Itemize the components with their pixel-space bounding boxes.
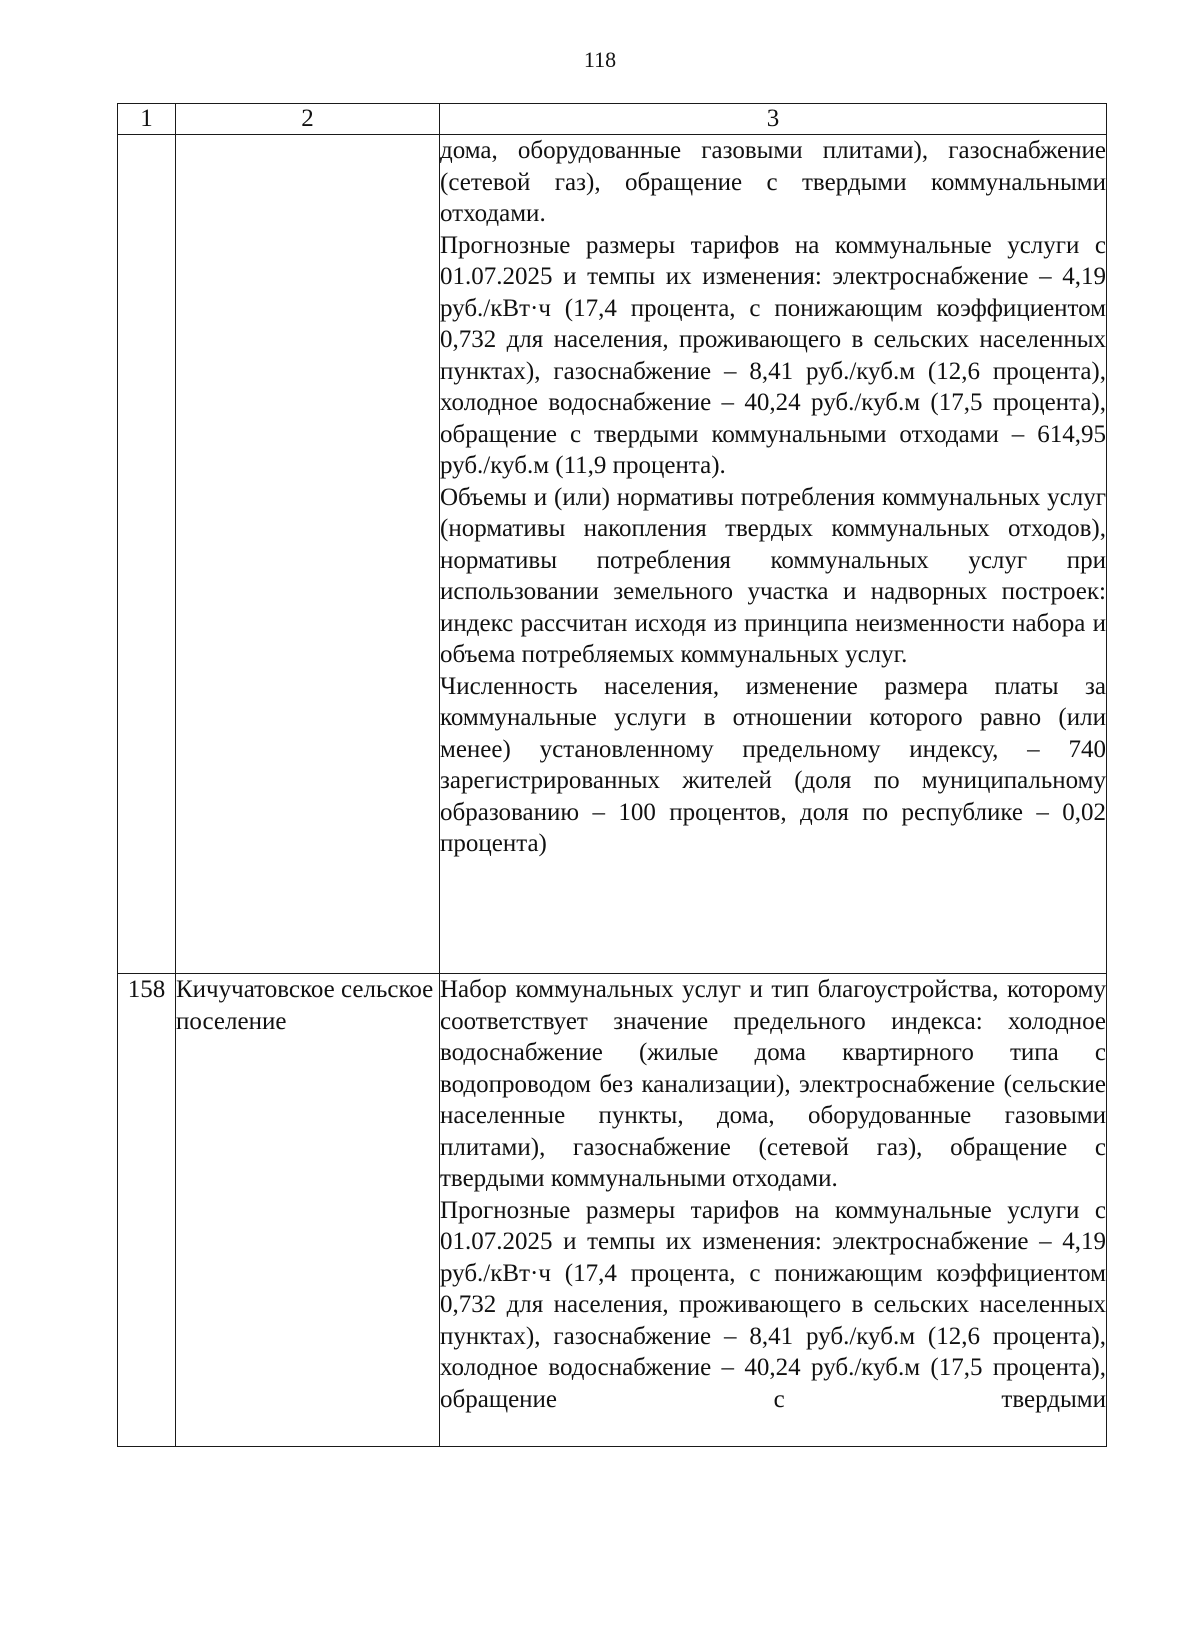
settlement-name-cell — [176, 135, 440, 974]
paragraph: Прогнозные размеры тарифов на коммунальные услуги с 01.07.2025 и темпы их изменения: электроснабжение – 4,19 руб./кВт·ч (17,4 процента, с понижающим коэффициентом 0,732 для населения, проживающего в сельских населенных пунктах), газоснабжение – 8,41 руб./куб.м (12,6 процента), холодное водоснабжение – 40,24 руб./куб.м (17,5 процента), обращение с твердыми — [440, 1196, 1106, 1413]
paragraph: Прогнозные размеры тарифов на коммунальные услуги с 01.07.2025 и темпы их изменения: электроснабжение – 4,19 руб./кВт·ч (17,4 процента, с понижающим коэффициентом 0,732 для населения, проживающего в сельских населенных пунктах), газоснабжение – 8,41 руб./куб.м (12,6 процента), холодное водоснабжение – 40,24 руб./куб.м (17,5 процента), обращение с твердыми коммунальными отходами – 614,95 руб./куб.м (11,9 процента). — [440, 231, 1106, 479]
page-number: 118 — [583, 47, 617, 72]
tariff-table — [117, 103, 1107, 1447]
table-header-row — [118, 104, 1107, 135]
table-row — [118, 974, 1107, 1447]
settlement-name-cell: Кичучатовское сельское поселение — [176, 974, 440, 1447]
header-col-2: 2 — [176, 104, 440, 135]
description-cell — [440, 135, 1107, 974]
description-cell — [440, 974, 1107, 1447]
paragraph: Объемы и (или) нормативы потребления коммунальных услуг (нормативы накопления твердых коммунальных отходов), нормативы потребления коммунальных услуг при использовании земельного участка и надворных построек: индекс рассчитан исходя из принципа неизменности набора и объема потребляемых коммунальных услуг. — [440, 483, 1106, 668]
paragraph: Набор коммунальных услуг и тип благоустройства, которому соответствует значение предельного индекса: холодное водоснабжение (жилые дома квартирного типа с водопроводом без канализации), электроснабжение (сельские населенные пункты, дома, оборудованные газовыми плитами), газоснабжение (сетевой газ), обращение с твердыми коммунальными отходами. — [440, 976, 1106, 1192]
row-number-cell: 158 — [118, 974, 176, 1447]
paragraph: дома, оборудованные газовыми плитами), газоснабжение (сетевой газ), обращение с твердыми коммунальными отходами. — [440, 137, 1106, 227]
table-row — [118, 135, 1107, 974]
paragraph: Численность населения, изменение размера платы за коммунальные услуги в отношении которого равно (или менее) установленному предельному индексу, – 740 зарегистрированных жителей (доля по муниципальному образованию – 100 процентов, доля по республике – 0,02 процента) — [440, 672, 1106, 857]
header-col-1: 1 — [118, 104, 176, 135]
row-number-cell — [118, 135, 176, 974]
header-col-3: 3 — [440, 104, 1107, 135]
